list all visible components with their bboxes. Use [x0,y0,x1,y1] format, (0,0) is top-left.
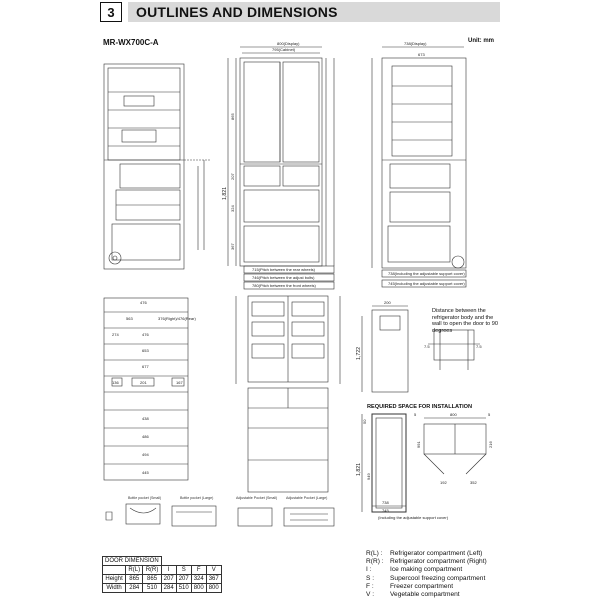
table-cell: 324 [191,575,206,584]
compartment-legend [366,550,487,599]
front-height-ice: 207 [230,173,235,180]
install-gap-left: 5 [414,412,417,417]
door-gap-note: Distance between the refrigerator body and the wall to open the door to 90 degrees [432,308,498,334]
interior-label: 376(Right)/476(Rear) [158,316,196,321]
table-header-row [103,566,222,575]
table-header: I [161,566,176,575]
side-display-depth: 738(Display) [404,41,427,46]
pocket-caption-bottle-large: Bottle pocket (Large) [180,496,214,500]
wheel-pitch-adjust: 746(Pitch between the adjust bolts) [252,275,315,280]
table-header: S [176,566,191,575]
dimension-labels [112,41,493,520]
install-gap-right: 5 [488,412,491,417]
legend-item: R(L) : Refrigerator compartment (Left) [366,550,483,557]
interior-label: 677 [142,364,149,369]
front-cabinet-width: 795(Cabinet) [272,47,296,52]
install-title: REQUIRED SPACE FOR INSTALLATION [367,404,473,410]
row-label: Height [103,575,126,584]
install-depth-cover: 745 [382,508,389,513]
side-inner-depth: 673 [418,52,425,57]
interior-label: 563 [126,316,133,321]
install-cover-note: (Including the adjustable support cover) [378,515,449,520]
front-total-height: 1,821 [222,187,228,200]
install-inner: 949 [366,473,371,480]
front-view-top [228,47,334,289]
unit-label: Unit: mm [468,38,494,44]
table-cell: 510 [143,584,161,593]
install-depth-right: 216 [488,441,493,448]
legend-item: S : Supercool freezing compartment [366,574,486,582]
installation-space [362,414,486,512]
side-section-right [372,47,466,287]
door-gap-left: 7.5 [424,344,430,349]
door-dimension-table [102,556,222,593]
door-gap-right: 7.5 [476,344,482,349]
install-height: 1,821 [356,463,362,476]
wheel-pitch-front: 780(Pitch between the front wheels) [252,283,316,288]
table-header [103,566,126,575]
table-cell: 207 [161,575,176,584]
table-cell: 510 [176,584,191,593]
table-caption: DOOR DIMENSION [103,557,162,566]
interior-label: 486 [142,434,149,439]
section-title: OUTLINES AND DIMENSIONS [128,2,500,22]
legend-item: F : Freezer compartment [366,582,454,590]
support-cover-depth-b: 745(Including the adjustable support cover) [388,281,465,286]
table-cell: 800 [191,584,206,593]
install-gap-width: 800 [450,412,457,417]
legend-item: R(R) : Refrigerator compartment (Right) [366,558,487,566]
interior-label: 476 [142,332,149,337]
interior-label: 201 [140,380,147,385]
interior-label: 136 [112,380,119,385]
table-row [103,584,222,593]
table-cell: 865 [143,575,161,584]
interior-label: 167 [176,380,183,385]
side-section-left [104,64,210,269]
install-bottom-b: 352 [470,480,477,485]
pocket-caption-adjustable-small: Adjustable Pocket (Small) [236,496,278,500]
pocket-details [106,504,334,526]
table-cell: 800 [206,584,221,593]
table-header: R(R) [143,566,161,575]
table-cell: 367 [206,575,221,584]
table-cell: 284 [126,584,143,593]
install-top: 50 [362,419,367,424]
front-view-open [236,296,340,492]
door-gap-height: 1,722 [356,347,362,360]
table-cell: 865 [126,575,143,584]
row-label: Width [103,584,126,593]
table-cell: 207 [176,575,191,584]
table-header: R(L) [126,566,143,575]
pocket-caption-bottle-small: Bottle pocket (Small) [128,496,162,500]
front-height-freezer: 324 [230,205,235,212]
install-depth-left: 991 [416,441,421,448]
table-header: V [206,566,221,575]
table-cell: 284 [161,584,176,593]
wheel-pitch-rear: 715(Pitch between the rear wheels) [252,267,315,272]
support-cover-depth-a: 738(Including the adjustable support cover) [388,271,465,276]
install-bottom-a: 192 [440,480,447,485]
door-gap-width: 200 [384,300,391,305]
interior-label: 494 [142,452,149,457]
pocket-caption-adjustable-large: Adjustable Pocket (Large) [286,496,328,500]
install-depth: 738 [382,500,389,505]
front-height-refrigerator: 865 [230,113,235,120]
interior-label: 445 [142,470,149,475]
interior-label: 653 [142,348,149,353]
interior-label: 274 [112,332,119,337]
interior-label: 438 [142,416,149,421]
front-height-vegetable: 367 [230,243,235,250]
interior-label: 476 [140,300,147,305]
table-header: F [191,566,206,575]
model-name: MR-WX700C-A [103,38,159,47]
section-number: 3 [100,2,122,22]
legend-item: I : Ice making compartment [366,566,463,574]
legend-item: V : Vegetable compartment [366,591,460,599]
table-row [103,575,222,584]
front-display-width: 800(Display) [277,41,300,46]
